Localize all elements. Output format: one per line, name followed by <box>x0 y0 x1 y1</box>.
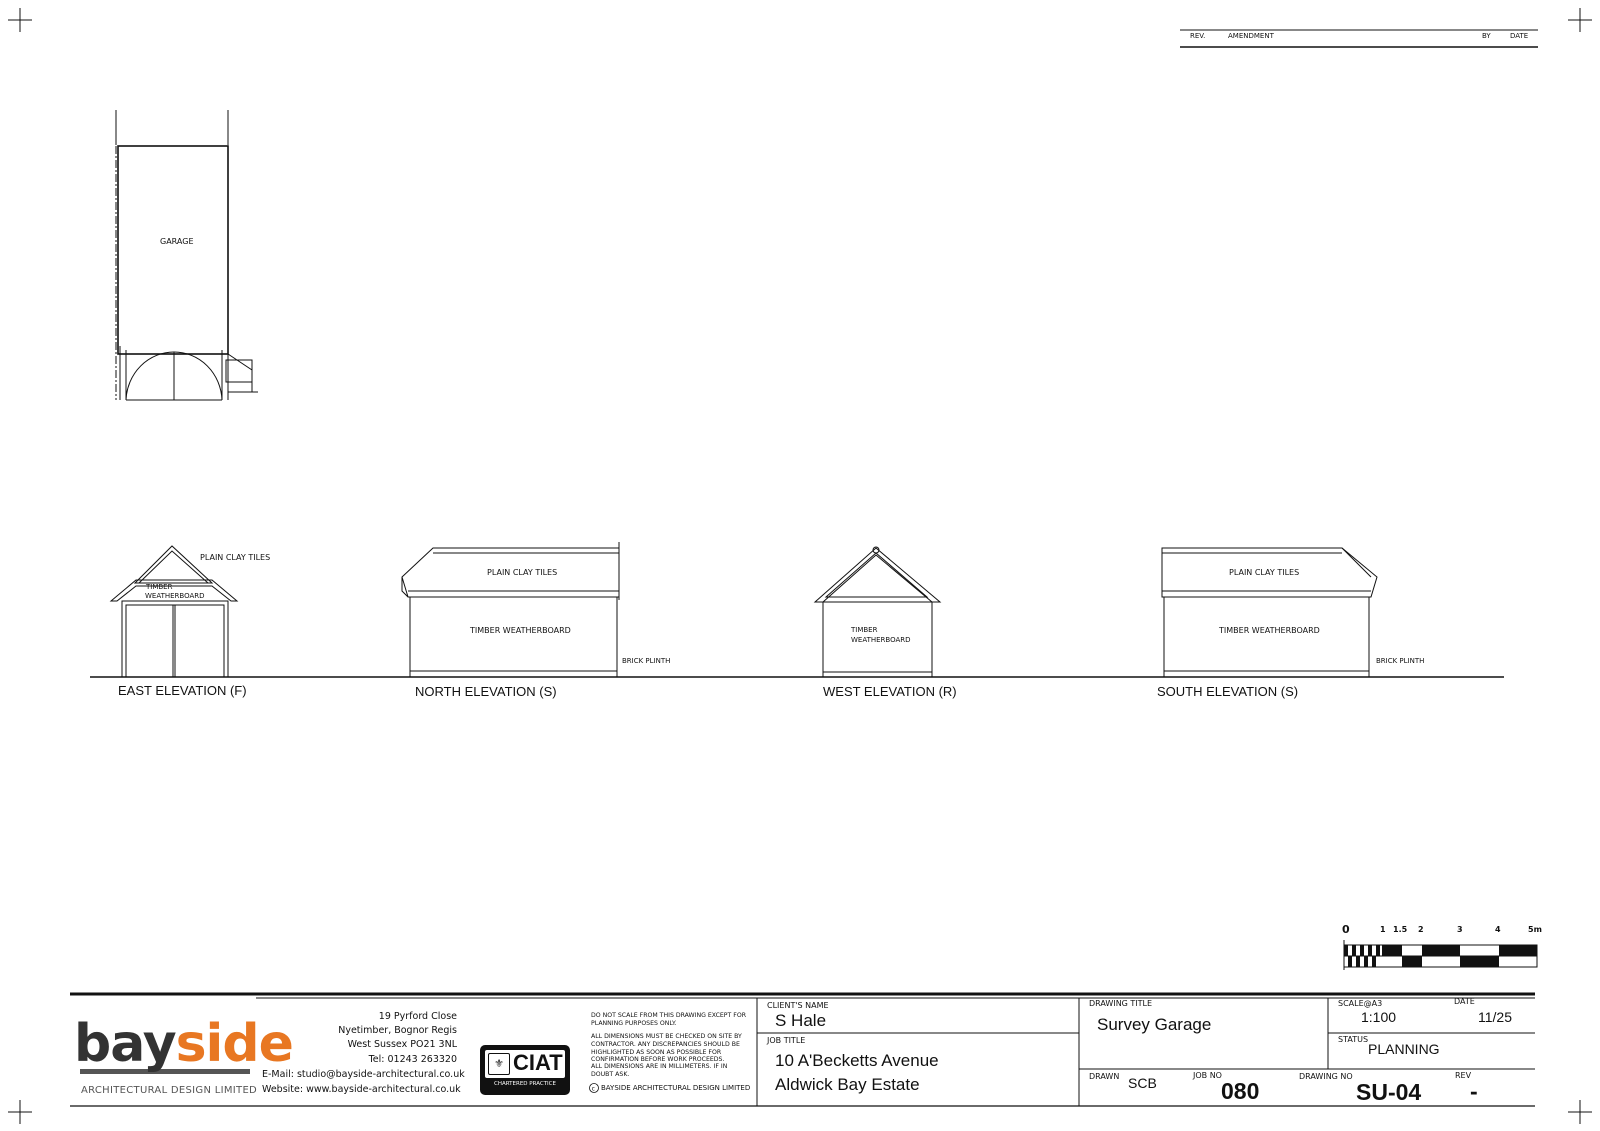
east-wall-label-2: WEATHERBOARD <box>145 592 205 600</box>
north-wall-label: TIMBER WEATHERBOARD <box>470 626 571 635</box>
scale-label-5m: 5m <box>1528 925 1542 934</box>
rev-col-rev: REV. <box>1190 32 1206 40</box>
note-scale: DO NOT SCALE FROM THIS DRAWING EXCEPT FOR PLANNING PURPOSES ONLY. <box>591 1012 747 1027</box>
address-line-2: Nyetimber, Bognor Regis <box>338 1025 457 1036</box>
ciat-crest-icon: ⚜ <box>488 1053 510 1075</box>
rev-col-by: BY <box>1482 32 1491 40</box>
address-website: Website: www.bayside-architectural.co.uk <box>262 1084 461 1095</box>
ciat-badge <box>480 1045 570 1095</box>
company-logo <box>74 1014 293 1074</box>
south-elevation-title: SOUTH ELEVATION (S) <box>1157 684 1299 699</box>
scale-label-1: 1 <box>1380 925 1386 934</box>
drawing-no-value: SU-04 <box>1356 1079 1422 1105</box>
status-label: STATUS <box>1338 1035 1369 1044</box>
date-label: DATE <box>1454 997 1475 1006</box>
ciat-name: CIAT <box>513 1050 563 1075</box>
drawing-title-label: DRAWING TITLE <box>1089 999 1153 1008</box>
rev-col-date: DATE <box>1510 32 1529 40</box>
rev-label: REV <box>1455 1071 1472 1080</box>
scale-label: SCALE@A3 <box>1338 999 1383 1008</box>
east-elevation <box>111 546 237 677</box>
west-wall-label-2: WEATHERBOARD <box>851 636 911 644</box>
east-wall-label-1: TIMBER <box>146 583 173 591</box>
logo-word-side: side <box>175 1014 293 1074</box>
plan-room-label: GARAGE <box>160 237 194 246</box>
drawn-label: DRAWN <box>1089 1072 1120 1081</box>
address-line-3: West Sussex PO21 3NL <box>347 1039 457 1050</box>
scale-label-3: 3 <box>1457 925 1463 934</box>
west-elevation <box>815 547 940 677</box>
address-line-1: 19 Pyrford Close <box>378 1011 457 1022</box>
job-title-label: JOB TITLE <box>767 1036 806 1045</box>
south-wall-label: TIMBER WEATHERBOARD <box>1219 626 1320 635</box>
crop-marks <box>8 8 1592 1124</box>
west-elevation-title: WEST ELEVATION (R) <box>823 684 957 699</box>
date-value: 11/25 <box>1478 1009 1512 1025</box>
north-elevation <box>402 542 619 677</box>
north-plinth-label: BRICK PLINTH <box>622 657 671 665</box>
north-elevation-title: NORTH ELEVATION (S) <box>415 684 557 699</box>
job-no-value: 080 <box>1221 1078 1260 1104</box>
drawing-no-label: DRAWING NO <box>1299 1072 1353 1081</box>
note-dimensions-check: ALL DIMENSIONS MUST BE CHECKED ON SITE BY CONTRACTOR. ANY DISCREPANCIES SHOULD BE HIGHLIGHTED AS SOON AS POSSIBLE FOR CONFIRMATION BEFORE WORK PROCEEDS. <box>591 1033 742 1064</box>
client-value: S Hale <box>775 1011 827 1030</box>
scale-label-0: 0 <box>1342 923 1350 936</box>
scale-label-4: 4 <box>1495 925 1501 934</box>
ciat-badge-panel <box>485 1050 565 1078</box>
job-title-line-1: 10 A'Becketts Avenue <box>775 1051 939 1070</box>
note-millimeters: ALL DIMENSIONS ARE IN MILLIMETERS. IF IN DOUBT ASK. <box>591 1063 728 1078</box>
east-roof-label: PLAIN CLAY TILES <box>200 553 271 562</box>
rev-value: - <box>1470 1078 1478 1104</box>
ciat-subtitle: CHARTERED PRACTICE <box>494 1081 556 1087</box>
logo-word-bay: bay <box>74 1014 176 1074</box>
client-label: CLIENT'S NAME <box>767 1001 829 1010</box>
company-tagline: ARCHITECTURAL DESIGN LIMITED <box>81 1085 258 1096</box>
status-value: PLANNING <box>1368 1041 1440 1057</box>
drawing-title-value: Survey Garage <box>1097 1015 1212 1034</box>
scale-bar-fills <box>1344 945 1537 967</box>
north-roof-label: PLAIN CLAY TILES <box>487 568 558 577</box>
svg-text:c: c <box>591 1085 595 1093</box>
scale-value: 1:100 <box>1361 1009 1397 1025</box>
scale-label-2: 2 <box>1418 925 1424 934</box>
job-no-label: JOB NO <box>1193 1071 1222 1080</box>
west-wall-label-1: TIMBER <box>851 626 878 634</box>
job-title-line-2: Aldwick Bay Estate <box>775 1075 920 1094</box>
address-phone: Tel: 01243 263320 <box>368 1054 457 1065</box>
east-elevation-title: EAST ELEVATION (F) <box>118 683 247 698</box>
scale-label-1-5: 1.5 <box>1393 925 1408 934</box>
south-plinth-label: BRICK PLINTH <box>1376 657 1425 665</box>
address-email: E-Mail: studio@bayside-architectural.co.uk <box>262 1069 465 1080</box>
copyright-icon <box>590 1084 599 1093</box>
rev-col-amendment: AMENDMENT <box>1228 32 1274 40</box>
south-roof-label: PLAIN CLAY TILES <box>1229 568 1300 577</box>
drawn-value: SCB <box>1128 1075 1157 1091</box>
garage-plan <box>116 110 258 400</box>
copyright-text: BAYSIDE ARCHITECTURAL DESIGN LIMITED <box>601 1084 751 1092</box>
